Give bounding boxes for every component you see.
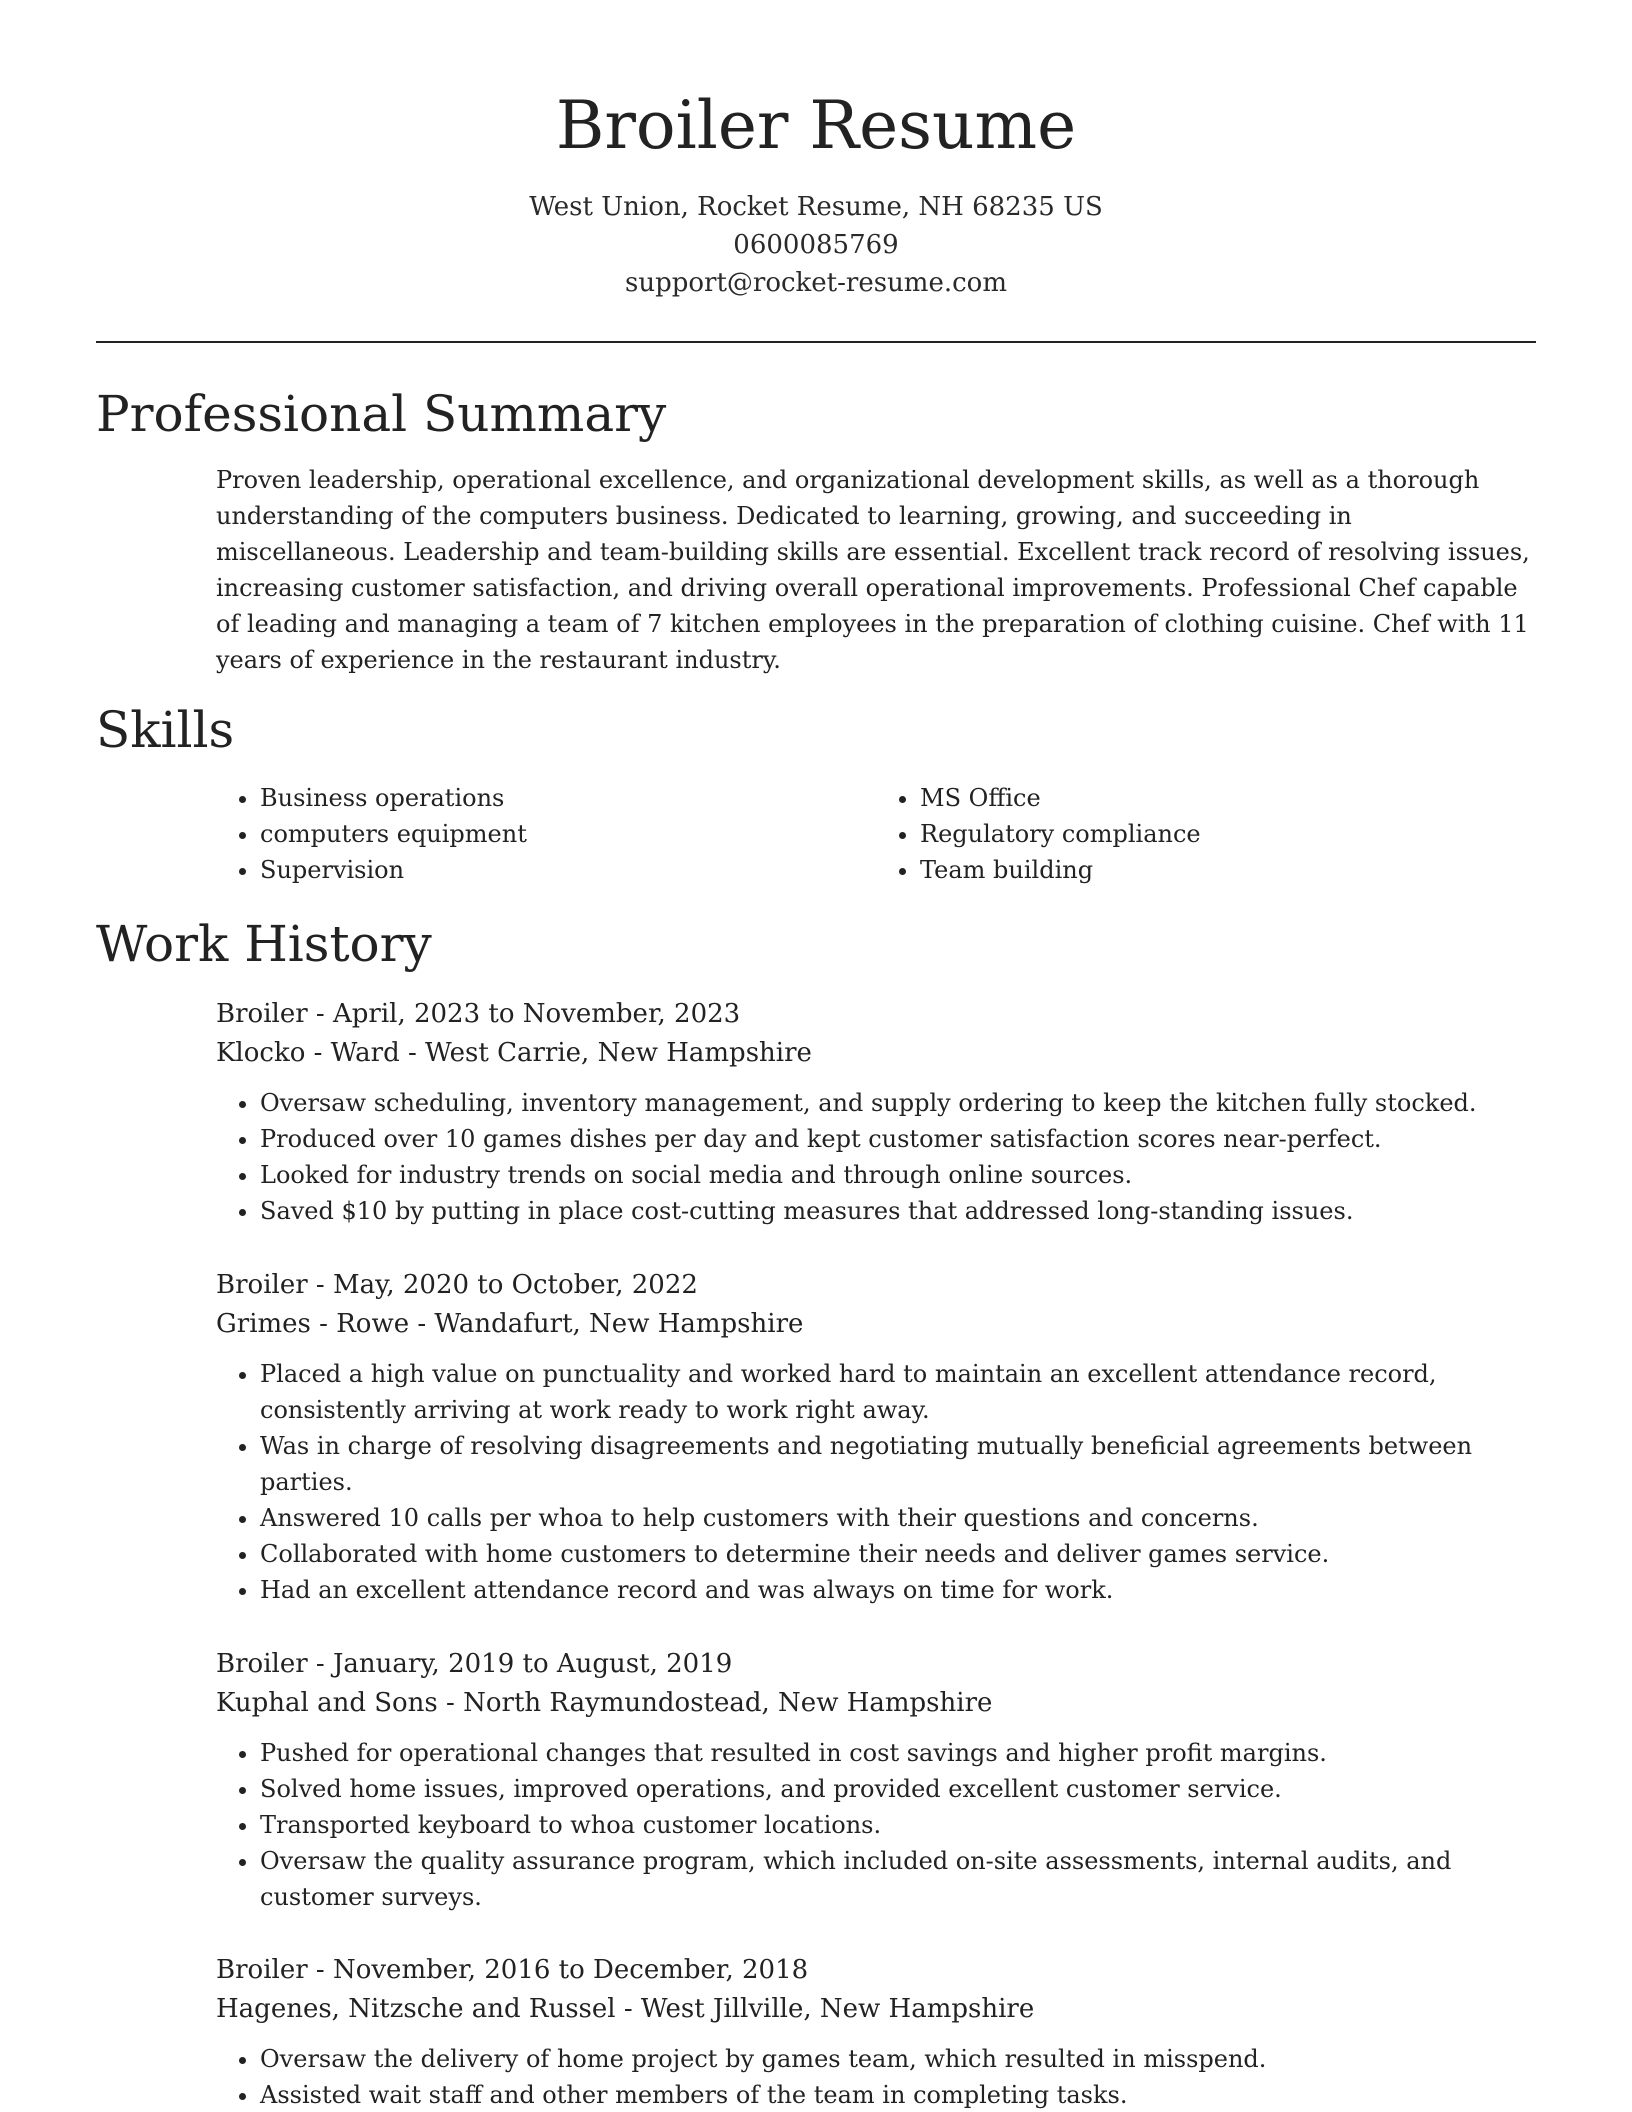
resume-title: Broiler Resume xyxy=(555,87,1077,164)
contact-email: support@rocket-resume.com xyxy=(624,268,1007,298)
job-company: Grimes - Rowe xyxy=(216,1309,410,1339)
header-divider xyxy=(96,341,1536,343)
skills-heading: Skills xyxy=(96,701,235,759)
job-company: Hagenes, Nitzsche and Russel xyxy=(216,1994,616,2024)
skills-list xyxy=(216,780,1536,888)
job-dates: April, 2023 to November, 2023 xyxy=(332,999,741,1029)
job-entry xyxy=(216,1951,1536,2112)
summary-heading: Professional Summary xyxy=(96,385,667,443)
job-bullets xyxy=(216,1356,1536,1608)
job-bullet: • Pushed for operational changes that resulted in cost savings and higher profit margins. xyxy=(260,1735,1536,1771)
job-company: Klocko - Ward xyxy=(216,1038,400,1068)
job-bullet: • Answered 10 calls per whoa to help customers with their questions and concerns. xyxy=(260,1500,1536,1536)
skill-item: • computers equipment xyxy=(260,816,876,852)
job-dates: November, 2016 to December, 2018 xyxy=(332,1955,809,1985)
job-company-line: Hagenes, Nitzsche and Russel - West Jillville, New Hampshire xyxy=(216,1994,1035,2024)
skill-item: • Business operations xyxy=(260,780,876,816)
job-role: Broiler xyxy=(216,1270,308,1300)
job-company-line: Grimes - Rowe - Wandafurt, New Hampshire xyxy=(216,1309,804,1339)
skill-item: • Supervision xyxy=(260,852,876,888)
job-bullet: • Saved $10 by putting in place cost-cutting measures that addressed long-standing issues. xyxy=(260,1193,1536,1229)
job-location: Wandafurt, New Hampshire xyxy=(434,1309,804,1339)
skill-item: • Regulatory compliance xyxy=(920,816,1536,852)
job-title-line: Broiler - January, 2019 to August, 2019 xyxy=(216,1649,733,1679)
job-title-line: Broiler - November, 2016 to December, 2018 xyxy=(216,1955,809,1985)
job-location: West Carrie, New Hampshire xyxy=(425,1038,812,1068)
job-title-line: Broiler - May, 2020 to October, 2022 xyxy=(216,1270,698,1300)
job-role: Broiler xyxy=(216,1955,308,1985)
skill-item: • MS Office xyxy=(920,780,1536,816)
skills-column-left xyxy=(216,780,876,888)
contact-phone: 0600085769 xyxy=(733,230,899,260)
job-entry xyxy=(216,1266,1536,1608)
summary-text: Proven leadership, operational excellence, and organizational development skills, as well as a thorough understanding of the computers business. Dedicated to learning, growing, and succeeding in miscellaneous. Leadership and team-building skills are essential. Excellent track record of resolving issues, increasing customer satisfaction, and driving overall operational improvements. Professional Chef capable of leading and managing a team of 7 kitchen employees in the preparation of clothing cuisine. Chef with 11 years of experience in the restaurant industry. xyxy=(216,466,1530,674)
job-bullet: • Looked for industry trends on social media and through online sources. xyxy=(260,1157,1536,1193)
job-bullet: • Transported keyboard to whoa customer locations. xyxy=(260,1807,1536,1843)
job-dates: January, 2019 to August, 2019 xyxy=(332,1649,733,1679)
job-company-line: Klocko - Ward - West Carrie, New Hampshire xyxy=(216,1038,812,1068)
job-bullet: • Collaborated with home customers to determine their needs and deliver games service. xyxy=(260,1536,1536,1572)
job-bullet: • Oversaw the delivery of home project by games team, which resulted in misspend. xyxy=(260,2041,1536,2077)
job-bullets xyxy=(216,2041,1536,2112)
job-role: Broiler xyxy=(216,1649,308,1679)
job-bullet: • Was in charge of resolving disagreements and negotiating mutually beneficial agreements between parties. xyxy=(260,1428,1536,1500)
job-bullet: • Produced over 10 games dishes per day and kept customer satisfaction scores near-perfect. xyxy=(260,1121,1536,1157)
skill-item: • Team building xyxy=(920,852,1536,888)
job-dates: May, 2020 to October, 2022 xyxy=(332,1270,698,1300)
job-bullet: • Assisted wait staff and other members of the team in completing tasks. xyxy=(260,2077,1536,2112)
job-role: Broiler xyxy=(216,999,308,1029)
job-entry xyxy=(216,995,1536,1229)
job-entry xyxy=(216,1645,1536,1915)
job-bullet: • Placed a high value on punctuality and worked hard to maintain an excellent attendance record, consistently arriving at work ready to work right away. xyxy=(260,1356,1536,1428)
job-location: West Jillville, New Hampshire xyxy=(640,1994,1035,2024)
job-bullet: • Had an excellent attendance record and was always on time for work. xyxy=(260,1572,1536,1608)
job-company-line: Kuphal and Sons - North Raymundostead, New Hampshire xyxy=(216,1688,993,1718)
work-history-heading: Work History xyxy=(96,915,432,973)
job-bullet: • Solved home issues, improved operations, and provided excellent customer service. xyxy=(260,1771,1536,1807)
skills-column-right xyxy=(876,780,1536,888)
job-title-line: Broiler - April, 2023 to November, 2023 xyxy=(216,999,741,1029)
job-bullet: • Oversaw scheduling, inventory management, and supply ordering to keep the kitchen fully stocked. xyxy=(260,1085,1536,1121)
job-bullets xyxy=(216,1085,1536,1229)
job-bullets xyxy=(216,1735,1536,1915)
job-company: Kuphal and Sons xyxy=(216,1688,438,1718)
resume-header xyxy=(96,80,1536,302)
job-location: North Raymundostead, New Hampshire xyxy=(463,1688,993,1718)
job-bullet: • Oversaw the quality assurance program, which included on-site assessments, internal audits, and customer surveys. xyxy=(260,1843,1536,1915)
contact-address: West Union, Rocket Resume, NH 68235 US xyxy=(529,192,1103,222)
